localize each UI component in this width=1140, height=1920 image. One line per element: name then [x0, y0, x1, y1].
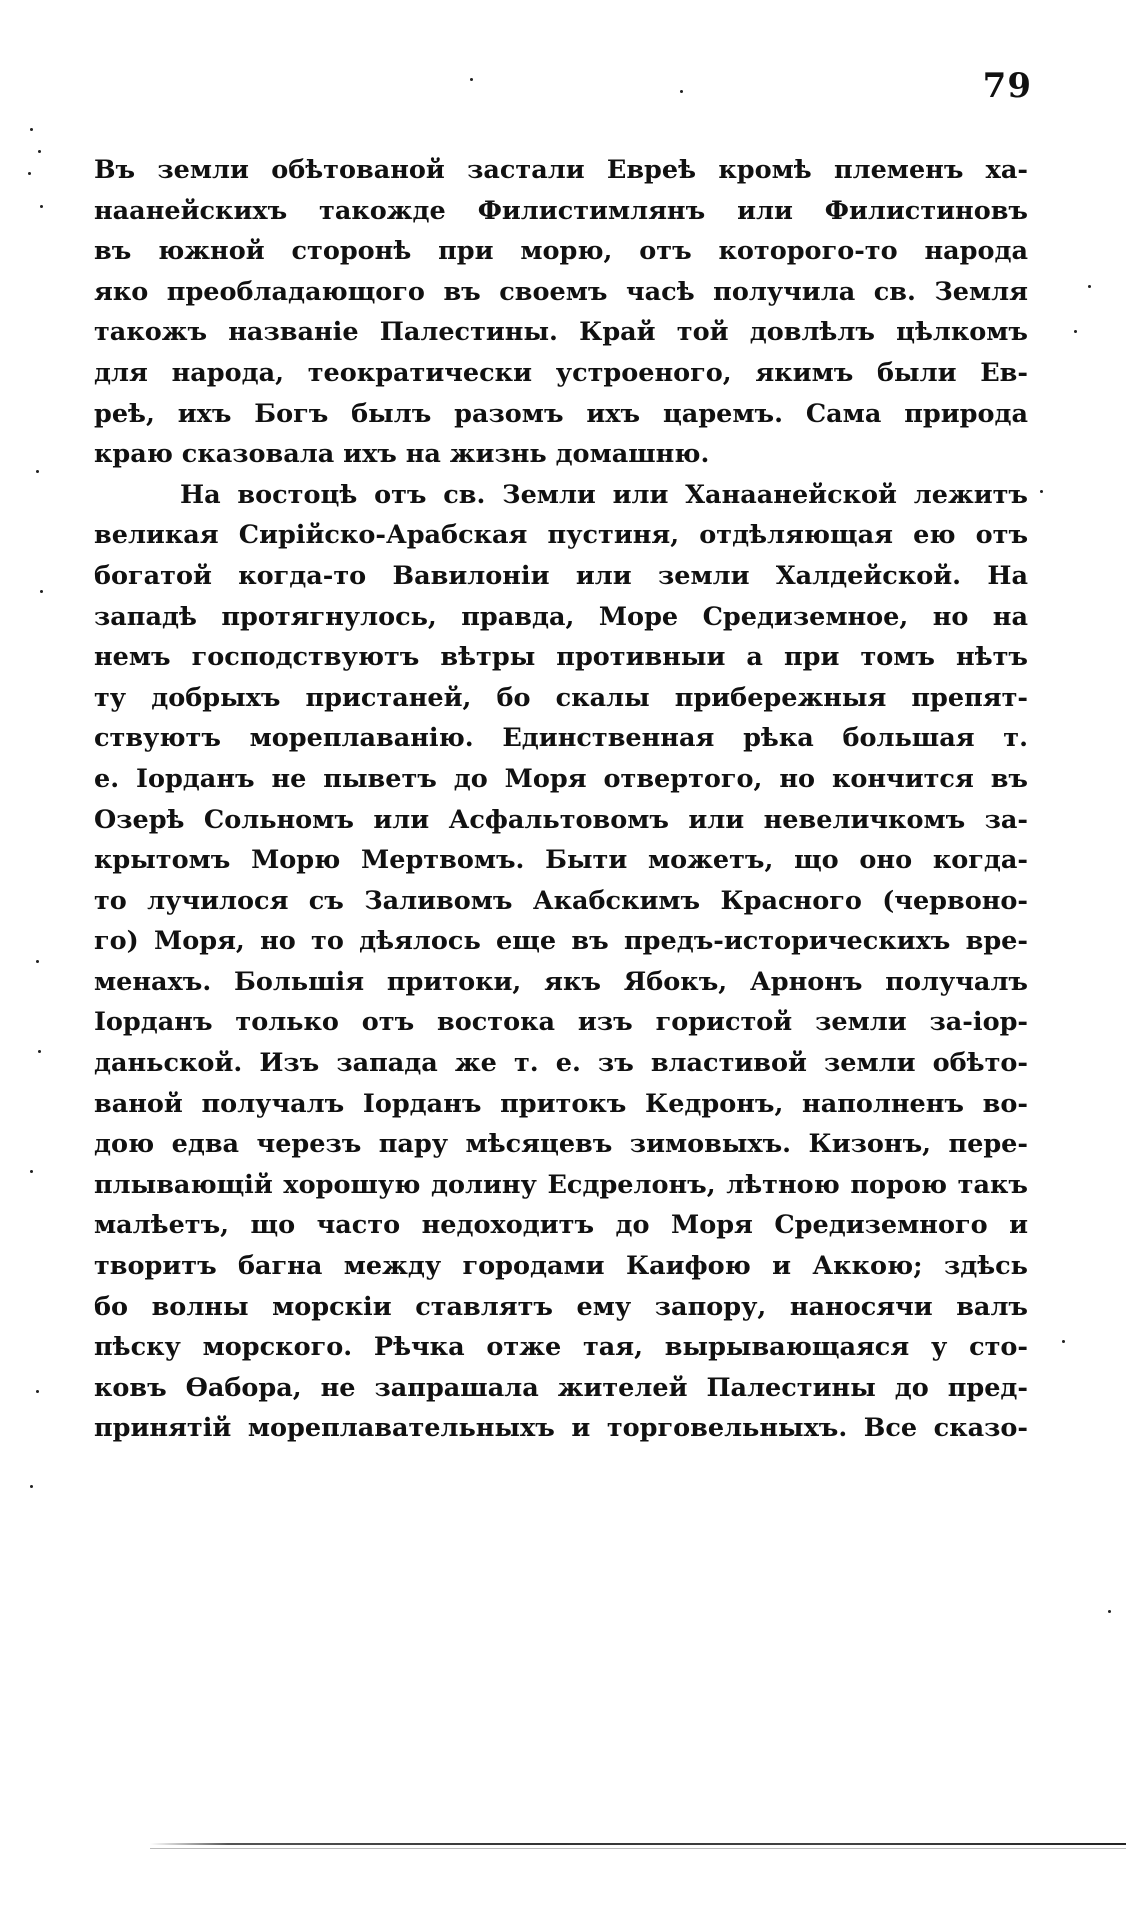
text-line: На востоцѣ отъ св. Земли или Ханаанейской лежитъ: [180, 479, 1028, 510]
text-line: ковъ Ѳабора, не запрашала жителей Палестины до пред-: [94, 1372, 1028, 1403]
text-line: менахъ. Большія притоки, якъ Ябокъ, Арнонъ получалъ: [94, 966, 1028, 997]
text-line: богатой когда-то Вавилоніи или земли Халдейской. На: [94, 560, 1028, 591]
text-line: такожъ названіе Палестины. Край той довлѣлъ цѣлкомъ: [94, 317, 1028, 348]
text-line: то лучилося съ Заливомъ Акабскимъ Красного (червоно-: [94, 885, 1028, 916]
text-line: великая Сирійско-Арабская пустиня, отдѣляющая ею отъ: [94, 520, 1028, 551]
text-line: наанейскихъ такожде Филистимлянъ или Филистиновъ: [94, 195, 1028, 226]
text-line: малѣетъ, що часто недоходитъ до Моря Средиземного и: [94, 1210, 1028, 1241]
page-number: 79: [982, 66, 1032, 106]
paragraph-1: [94, 150, 1028, 475]
text-line: западѣ протягнулось, правда, Море Средиземное, но на: [94, 601, 1028, 632]
text-line: Въ земли обѣтованой застали Евреѣ кромѣ племенъ ха-: [94, 155, 1028, 185]
text-line: реѣ, ихъ Богъ былъ разомъ ихъ царемъ. Сама природа: [94, 398, 1028, 429]
body-text: [94, 150, 1028, 1449]
text-line: дою едва черезъ пару мѣсяцевъ зимовыхъ. Кизонъ, пере-: [94, 1129, 1028, 1160]
bottom-rule: [150, 1843, 1126, 1845]
bottom-rule-shadow: [150, 1848, 1126, 1849]
text-line: ту добрыхъ пристаней, бо скалы прибережныя препят-: [94, 682, 1028, 713]
text-line: ваной получалъ Іорданъ притокъ Кедронъ, наполненъ во-: [94, 1088, 1028, 1119]
text-line: немъ господствуютъ вѣтры противныи а при томъ нѣтъ: [94, 642, 1028, 673]
text-line: ствуютъ мореплаванію. Единственная рѣка большая т.: [94, 723, 1028, 754]
text-line: творитъ багна между городами Каифою и Аккою; здѣсь: [94, 1251, 1028, 1282]
text-line: го) Моря, но то дѣялось еще въ предъ-историческихъ вре-: [94, 926, 1028, 957]
text-line: въ южной сторонѣ при морю, отъ которого-то народа: [94, 236, 1028, 267]
text-line: яко преобладающого въ своемъ часѣ получила св. Земля: [94, 276, 1028, 307]
text-line: принятій мореплавательныхъ и торговельныхъ. Все сказо-: [94, 1413, 1028, 1444]
text-line: краю сказовала ихъ на жизнь домашню.: [94, 439, 710, 470]
text-line: пѣску морского. Рѣчка отже тая, вырывающаяся у сто-: [94, 1332, 1028, 1363]
text-line: бо волны морскіи ставлятъ ему запору, наносячи валъ: [94, 1291, 1028, 1322]
text-line: плывающій хорошую долину Есдрелонъ, лѣтною порою такъ: [94, 1169, 1028, 1200]
text-line: даньской. Изъ запада же т. е. зъ властивой земли обѣто-: [94, 1048, 1028, 1079]
text-line: Озерѣ Сольномъ или Асфальтовомъ или невеличкомъ за-: [94, 804, 1028, 835]
text-line: крытомъ Морю Мертвомъ. Быти можетъ, що оно когда-: [94, 845, 1028, 876]
text-line: для народа, теократически устроеного, якимъ были Ев-: [94, 357, 1028, 388]
text-line: е. Іорданъ не пыветъ до Моря отвертого, но кончится въ: [94, 763, 1028, 794]
text-line: Іорданъ только отъ востока изъ гористой земли за-іор-: [94, 1007, 1028, 1038]
paragraph-2: [94, 475, 1028, 1449]
